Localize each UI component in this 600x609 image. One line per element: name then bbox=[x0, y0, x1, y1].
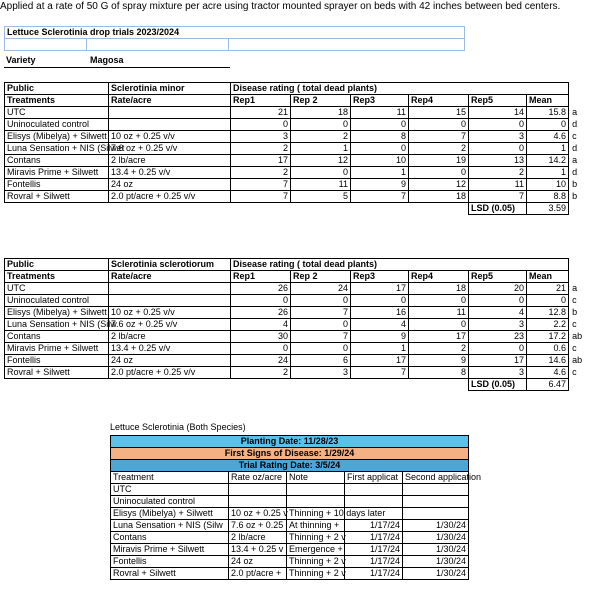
t1-col-header: Rep1 bbox=[231, 95, 291, 107]
rep-cell: 7 bbox=[409, 131, 469, 143]
significance-letter: a bbox=[572, 283, 578, 293]
table-row bbox=[5, 319, 585, 331]
rep-cell: 5 bbox=[291, 191, 351, 203]
sclerotinia-sclerotiorum-table bbox=[4, 258, 585, 391]
rep-cell: 9 bbox=[351, 331, 409, 343]
trial-info-table bbox=[4, 26, 465, 51]
t2-h-disease: Disease rating ( total dead plants) bbox=[231, 259, 569, 271]
lsd-label: LSD (0.05) bbox=[469, 203, 527, 215]
rep-cell: 3 bbox=[469, 367, 527, 379]
rate-cell: 10 oz + 0.25 v/v bbox=[109, 307, 231, 319]
rep-cell: 18 bbox=[291, 107, 351, 119]
rep-cell: 21 bbox=[231, 107, 291, 119]
rep-cell: 17 bbox=[469, 355, 527, 367]
t3-cell bbox=[345, 484, 403, 496]
mean-cell: 4.6 bbox=[527, 367, 569, 379]
rate-cell: 13.4 + 0.25 v/v bbox=[109, 167, 231, 179]
t3-cell bbox=[229, 496, 287, 508]
t3-title: Lettuce Sclerotinia (Both Species) bbox=[110, 422, 246, 432]
t3-cell: 13.4 + 0.25 v bbox=[229, 544, 287, 556]
t3-col-header: Second application bbox=[403, 472, 469, 484]
rep-cell: 18 bbox=[409, 191, 469, 203]
t1-col-header: Rep3 bbox=[351, 95, 409, 107]
mean-cell: 4.6 bbox=[527, 131, 569, 143]
rate-cell: 2.0 pt/acre + 0.25 v/v bbox=[109, 367, 231, 379]
significance-letter: c bbox=[572, 295, 577, 305]
mean-cell: 8.8 bbox=[527, 191, 569, 203]
both-species-table bbox=[110, 435, 482, 580]
significance-letter: b bbox=[572, 179, 578, 189]
t3-cell: 2 lb/acre bbox=[229, 532, 287, 544]
significance-letter: b bbox=[572, 307, 578, 317]
rep-cell: 11 bbox=[409, 307, 469, 319]
t1-col-header: Rep4 bbox=[409, 95, 469, 107]
lsd-label: LSD (0.05) bbox=[469, 379, 527, 391]
rate-cell: 2.0 pt/acre + 0.25 v/v bbox=[109, 191, 231, 203]
rep-cell: 17 bbox=[351, 355, 409, 367]
mean-cell: 12.8 bbox=[527, 307, 569, 319]
t3-cell: 1/30/24 bbox=[403, 568, 469, 580]
significance-letter: d bbox=[572, 143, 578, 153]
rep-cell: 0 bbox=[469, 295, 527, 307]
rep-cell: 4 bbox=[469, 307, 527, 319]
rep-cell: 0 bbox=[291, 343, 351, 355]
rep-cell: 2 bbox=[469, 167, 527, 179]
rep-cell: 7 bbox=[351, 191, 409, 203]
rate-cell bbox=[109, 283, 231, 295]
rate-cell: 10 oz + 0.25 v/v bbox=[109, 131, 231, 143]
rep-cell: 0 bbox=[231, 295, 291, 307]
table-row bbox=[5, 331, 585, 343]
rep-cell: 0 bbox=[469, 343, 527, 355]
treatment-cell: Rovral + Silwett bbox=[5, 191, 109, 203]
t1-col-header: Rate/acre bbox=[109, 95, 231, 107]
trial-title: Lettuce Sclerotinia drop trials 2023/2024 bbox=[5, 27, 229, 39]
rep-cell: 0 bbox=[291, 119, 351, 131]
table-row bbox=[5, 295, 585, 307]
treatment-cell: Fontellis bbox=[5, 355, 109, 367]
rep-cell: 3 bbox=[231, 131, 291, 143]
significance-letter: d bbox=[572, 119, 578, 129]
lsd-row bbox=[5, 379, 585, 391]
rep-cell: 24 bbox=[291, 283, 351, 295]
rate-cell: 24 oz bbox=[109, 179, 231, 191]
rep-cell: 9 bbox=[351, 179, 409, 191]
treatment-cell: Uninoculated control bbox=[5, 119, 109, 131]
variety-label: Variety bbox=[6, 55, 36, 65]
significance-letter: c bbox=[572, 367, 577, 377]
table-row bbox=[5, 119, 585, 131]
significance-letter: c bbox=[572, 319, 577, 329]
t1-h-disease: Disease rating ( total dead plants) bbox=[231, 83, 569, 95]
t2-col-header: Rep5 bbox=[469, 271, 527, 283]
table-row bbox=[111, 568, 469, 580]
treatment-cell: Miravis Prime + Silwett bbox=[5, 167, 109, 179]
lsd-value: 6.47 bbox=[527, 379, 569, 391]
mean-cell: 10 bbox=[527, 179, 569, 191]
significance-letter: ab bbox=[572, 355, 583, 365]
t3-col-header: First applicat bbox=[345, 472, 403, 484]
rep-cell: 7 bbox=[469, 191, 527, 203]
t3-cell: 10 oz + 0.25 v bbox=[229, 508, 287, 520]
sclerotinia-minor-table bbox=[4, 82, 585, 215]
t3-cell bbox=[403, 508, 469, 520]
lsd-value: 3.59 bbox=[527, 203, 569, 215]
rep-cell: 6 bbox=[291, 355, 351, 367]
lsd-row bbox=[5, 203, 585, 215]
rep-cell: 9 bbox=[409, 355, 469, 367]
treatment-cell: Rovral + Silwett bbox=[5, 367, 109, 379]
rate-cell bbox=[109, 295, 231, 307]
rate-cell bbox=[109, 119, 231, 131]
table-row bbox=[5, 167, 585, 179]
t3-cell: Luna Sensation + NIS (Silw bbox=[111, 520, 229, 532]
table-row bbox=[5, 143, 585, 155]
t3-cell bbox=[403, 496, 469, 508]
t3-col-header: Rate oz/acre bbox=[229, 472, 287, 484]
t1-col-header: Rep5 bbox=[469, 95, 527, 107]
mean-cell: 0.6 bbox=[527, 343, 569, 355]
table-row bbox=[5, 283, 585, 295]
treatment-cell: Luna Sensation + NIS (Silw bbox=[5, 319, 109, 331]
rep-cell: 2 bbox=[409, 343, 469, 355]
treatment-cell: Uninoculated control bbox=[5, 295, 109, 307]
mean-cell: 0 bbox=[527, 119, 569, 131]
rep-cell: 0 bbox=[291, 319, 351, 331]
table-row bbox=[5, 191, 585, 203]
rep-cell: 7 bbox=[351, 367, 409, 379]
rep-cell: 2 bbox=[231, 167, 291, 179]
t3-cell: 1/17/24 bbox=[345, 532, 403, 544]
rep-cell: 0 bbox=[291, 167, 351, 179]
rep-cell: 2 bbox=[291, 131, 351, 143]
t3-cell: 1/17/24 bbox=[345, 520, 403, 532]
table-row bbox=[111, 556, 469, 568]
planting-date-band: Planting Date: 11/28/23 bbox=[111, 436, 469, 448]
table-row bbox=[111, 544, 469, 556]
significance-letter: b bbox=[572, 191, 578, 201]
t1-col-header: Treatments bbox=[5, 95, 109, 107]
t2-col-header: Rate/acre bbox=[109, 271, 231, 283]
t3-cell: Rovral + Silwett bbox=[111, 568, 229, 580]
rep-cell: 8 bbox=[409, 367, 469, 379]
rate-cell: 7.6 oz + 0.25 v/v bbox=[109, 319, 231, 331]
application-note: Applied at a rate of 50 G of spray mixture per acre using tractor mounted sprayer on beds with 42 inches between bed centers. bbox=[0, 1, 561, 12]
table-row bbox=[5, 131, 585, 143]
t1-h-pathogen: Sclerotinia minor bbox=[109, 83, 231, 95]
t3-col-header: Note bbox=[287, 472, 345, 484]
table-row bbox=[5, 355, 585, 367]
rep-cell: 10 bbox=[351, 155, 409, 167]
rep-cell: 16 bbox=[351, 307, 409, 319]
mean-cell: 21 bbox=[527, 283, 569, 295]
rep-cell: 3 bbox=[469, 131, 527, 143]
treatment-cell: Elisys (Mibelya) + Silwett bbox=[5, 307, 109, 319]
t3-cell bbox=[403, 484, 469, 496]
rep-cell: 12 bbox=[409, 179, 469, 191]
rep-cell: 7 bbox=[291, 331, 351, 343]
table-row bbox=[111, 508, 469, 520]
t3-cell bbox=[229, 484, 287, 496]
table-row bbox=[5, 307, 585, 319]
treatment-cell: UTC bbox=[5, 107, 109, 119]
rep-cell: 7 bbox=[231, 191, 291, 203]
t3-cell: Uninoculated control bbox=[111, 496, 229, 508]
rep-cell: 14 bbox=[469, 107, 527, 119]
mean-cell: 0 bbox=[527, 295, 569, 307]
t3-cell: 1/17/24 bbox=[345, 568, 403, 580]
rep-cell: 2 bbox=[231, 143, 291, 155]
t3-cell: Thinning + 2 v bbox=[287, 568, 345, 580]
t3-cell: 1/30/24 bbox=[403, 556, 469, 568]
t3-cell: Thinning + 2 v bbox=[287, 532, 345, 544]
t3-cell: 1/17/24 bbox=[345, 544, 403, 556]
rep-cell: 0 bbox=[231, 343, 291, 355]
t3-cell: Contans bbox=[111, 532, 229, 544]
t3-cell: Elisys (Mibelya) + Silwett bbox=[111, 508, 229, 520]
rate-cell: 2 lb/acre bbox=[109, 331, 231, 343]
variety-value: Magosa bbox=[90, 55, 124, 65]
table-row bbox=[111, 532, 469, 544]
rep-cell: 3 bbox=[291, 367, 351, 379]
table-row bbox=[5, 155, 585, 167]
mean-cell: 14.2 bbox=[527, 155, 569, 167]
rep-cell: 0 bbox=[409, 119, 469, 131]
rep-cell: 1 bbox=[291, 143, 351, 155]
t3-cell: 1/30/24 bbox=[403, 532, 469, 544]
table-row bbox=[5, 367, 585, 379]
t3-cell: 1/30/24 bbox=[403, 520, 469, 532]
rep-cell: 17 bbox=[409, 331, 469, 343]
t3-cell bbox=[287, 484, 345, 496]
t2-col-header: Mean bbox=[527, 271, 569, 283]
rep-cell: 13 bbox=[469, 155, 527, 167]
rep-cell: 4 bbox=[231, 319, 291, 331]
table-row bbox=[111, 520, 469, 532]
table-row bbox=[5, 107, 585, 119]
rep-cell: 3 bbox=[469, 319, 527, 331]
t3-cell: At thinning + bbox=[287, 520, 345, 532]
t3-cell: UTC bbox=[111, 484, 229, 496]
significance-letter: c bbox=[572, 343, 577, 353]
significance-letter: a bbox=[572, 155, 578, 165]
first-signs-band: First Signs of Disease: 1/29/24 bbox=[111, 448, 469, 460]
t2-col-header: Rep4 bbox=[409, 271, 469, 283]
rep-cell: 0 bbox=[409, 167, 469, 179]
mean-cell: 14.6 bbox=[527, 355, 569, 367]
mean-cell: 2.2 bbox=[527, 319, 569, 331]
t3-cell: Fontellis bbox=[111, 556, 229, 568]
rep-cell: 4 bbox=[351, 319, 409, 331]
rep-cell: 2 bbox=[409, 143, 469, 155]
rep-cell: 20 bbox=[469, 283, 527, 295]
t3-col-header: Treatment bbox=[111, 472, 229, 484]
rep-cell: 0 bbox=[291, 295, 351, 307]
rep-cell: 1 bbox=[351, 343, 409, 355]
variety-underline bbox=[4, 67, 230, 68]
rep-cell: 0 bbox=[409, 295, 469, 307]
t1-col-header: Mean bbox=[527, 95, 569, 107]
rep-cell: 8 bbox=[351, 131, 409, 143]
rate-cell: 2 lb/acre bbox=[109, 155, 231, 167]
rep-cell: 0 bbox=[469, 119, 527, 131]
rep-cell: 2 bbox=[231, 367, 291, 379]
rep-cell: 0 bbox=[351, 143, 409, 155]
t1-h-public: Public bbox=[5, 83, 109, 95]
rep-cell: 17 bbox=[231, 155, 291, 167]
t2-col-header: Rep 2 bbox=[291, 271, 351, 283]
t3-cell: 1/30/24 bbox=[403, 544, 469, 556]
t2-col-header: Rep1 bbox=[231, 271, 291, 283]
mean-cell: 17.2 bbox=[527, 331, 569, 343]
t2-col-header: Treatments bbox=[5, 271, 109, 283]
rep-cell: 0 bbox=[469, 143, 527, 155]
mean-cell: 1 bbox=[527, 167, 569, 179]
significance-letter: c bbox=[572, 131, 577, 141]
rep-cell: 18 bbox=[409, 283, 469, 295]
table-row bbox=[5, 179, 585, 191]
treatment-cell: UTC bbox=[5, 283, 109, 295]
t3-cell bbox=[287, 496, 345, 508]
t3-cell: 1/17/24 bbox=[345, 556, 403, 568]
rep-cell: 1 bbox=[351, 167, 409, 179]
rate-cell: 7.6 oz + 0.25 v/v bbox=[109, 143, 231, 155]
significance-letter: ab bbox=[572, 331, 583, 341]
rep-cell: 11 bbox=[291, 179, 351, 191]
table-row bbox=[111, 496, 469, 508]
rep-cell: 19 bbox=[409, 155, 469, 167]
rate-cell bbox=[109, 107, 231, 119]
t3-cell: 24 oz bbox=[229, 556, 287, 568]
trial-rating-band: Trial Rating Date: 3/5/24 bbox=[111, 460, 469, 472]
t3-cell: Miravis Prime + Silwett bbox=[111, 544, 229, 556]
rep-cell: 24 bbox=[231, 355, 291, 367]
t3-cell: Thinning + 10 days later bbox=[287, 508, 345, 520]
rep-cell: 15 bbox=[409, 107, 469, 119]
t3-cell bbox=[345, 496, 403, 508]
mean-cell: 15.8 bbox=[527, 107, 569, 119]
mean-cell: 1 bbox=[527, 143, 569, 155]
rep-cell: 12 bbox=[291, 155, 351, 167]
treatment-cell: Contans bbox=[5, 155, 109, 167]
rep-cell: 26 bbox=[231, 307, 291, 319]
treatment-cell: Luna Sensation + NIS (Silwet bbox=[5, 143, 109, 155]
significance-letter: a bbox=[572, 107, 578, 117]
rep-cell: 30 bbox=[231, 331, 291, 343]
t3-cell: Emergence + bbox=[287, 544, 345, 556]
t3-cell: Thinning + 2 v bbox=[287, 556, 345, 568]
rep-cell: 0 bbox=[231, 119, 291, 131]
rate-cell: 13.4 + 0.25 v/v bbox=[109, 343, 231, 355]
rep-cell: 0 bbox=[351, 295, 409, 307]
rep-cell: 11 bbox=[351, 107, 409, 119]
treatment-cell: Contans bbox=[5, 331, 109, 343]
significance-letter: d bbox=[572, 167, 578, 177]
t1-col-header: Rep 2 bbox=[291, 95, 351, 107]
rep-cell: 23 bbox=[469, 331, 527, 343]
table-row bbox=[111, 484, 469, 496]
rep-cell: 11 bbox=[469, 179, 527, 191]
rep-cell: 0 bbox=[409, 319, 469, 331]
rep-cell: 7 bbox=[231, 179, 291, 191]
rep-cell: 7 bbox=[291, 307, 351, 319]
t2-col-header: Rep3 bbox=[351, 271, 409, 283]
t2-h-pathogen: Sclerotinia sclerotiorum bbox=[109, 259, 231, 271]
rep-cell: 26 bbox=[231, 283, 291, 295]
treatment-cell: Fontellis bbox=[5, 179, 109, 191]
treatment-cell: Miravis Prime + Silwett bbox=[5, 343, 109, 355]
t3-cell: 2.0 pt/acre + bbox=[229, 568, 287, 580]
t3-cell: 7.6 oz + 0.25 bbox=[229, 520, 287, 532]
rate-cell: 24 oz bbox=[109, 355, 231, 367]
table-row bbox=[5, 343, 585, 355]
rep-cell: 0 bbox=[351, 119, 409, 131]
treatment-cell: Elisys (Mibelya) + Silwett bbox=[5, 131, 109, 143]
t2-h-public: Public bbox=[5, 259, 109, 271]
rep-cell: 17 bbox=[351, 283, 409, 295]
